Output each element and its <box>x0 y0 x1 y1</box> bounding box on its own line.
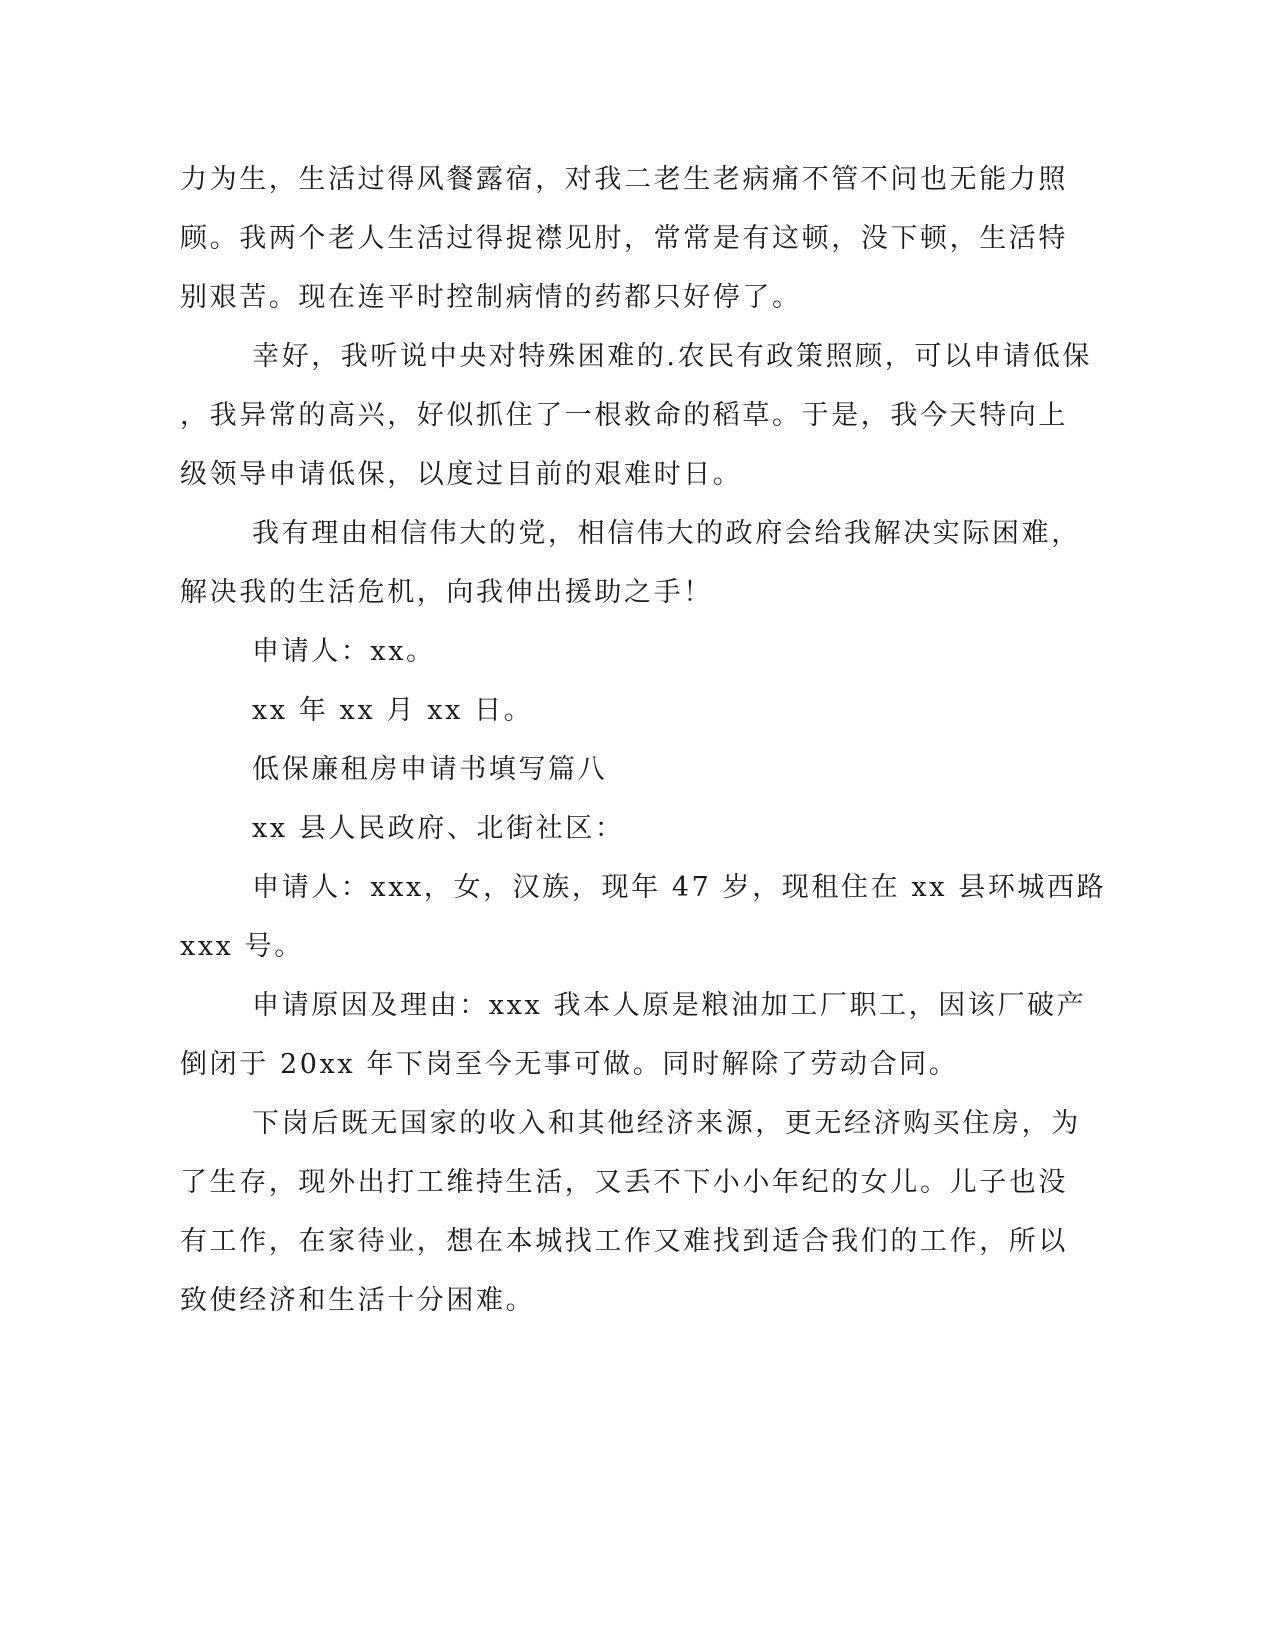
text-line: 申请人：xxx，女，汉族，现年 47 岁，现租住在 xx 县环城西路 <box>252 872 1107 903</box>
text-line: 倒闭于 20xx 年下岗至今无事可做。同时解除了劳动合同。 <box>180 1049 959 1080</box>
text-line: 申请原因及理由：xxx 我本人原是粮油加工厂职工，因该厂破产 <box>252 990 1087 1021</box>
text-line: ，我异常的高兴，好似抓住了一根救命的稻草。于是，我今天特向上 <box>180 400 1068 431</box>
applicant-signature: 申请人：xx。 <box>252 636 436 667</box>
signature-date: xx 年 xx 月 xx 日。 <box>252 695 534 726</box>
text-line: 别艰苦。现在连平时控制病情的药都只好停了。 <box>180 282 802 313</box>
text-line: xxx 号。 <box>180 931 304 962</box>
text-line: 顾。我两个老人生活过得捉襟见肘，常常是有这顿，没下顿，生活特 <box>180 223 1068 254</box>
section-heading: 低保廉租房申请书填写篇八 <box>252 754 608 785</box>
text-line: 级领导申请低保，以度过目前的艰难时日。 <box>180 459 743 490</box>
text-line: 我有理由相信伟大的党，相信伟大的政府会给我解决实际困难， <box>252 518 1081 549</box>
text-line: 力为生，生活过得风餐露宿，对我二老生老病痛不管不问也无能力照 <box>180 164 1068 195</box>
salutation: xx 县人民政府、北街社区： <box>252 813 625 844</box>
text-line: 解决我的生活危机，向我伸出援助之手！ <box>180 577 713 608</box>
text-line: 了生存，现外出打工维持生活，又丢不下小小年纪的女儿。儿子也没 <box>180 1167 1068 1198</box>
text-line: 幸好，我听说中央对特殊困难的.农民有政策照顾，可以申请低保 <box>252 341 1092 372</box>
text-line: 致使经济和生活十分困难。 <box>180 1285 536 1316</box>
text-line: 有工作，在家待业，想在本城找工作又难找到适合我们的工作，所以 <box>180 1226 1068 1257</box>
text-line: 下岗后既无国家的收入和其他经济来源，更无经济购买住房，为 <box>252 1108 1081 1139</box>
